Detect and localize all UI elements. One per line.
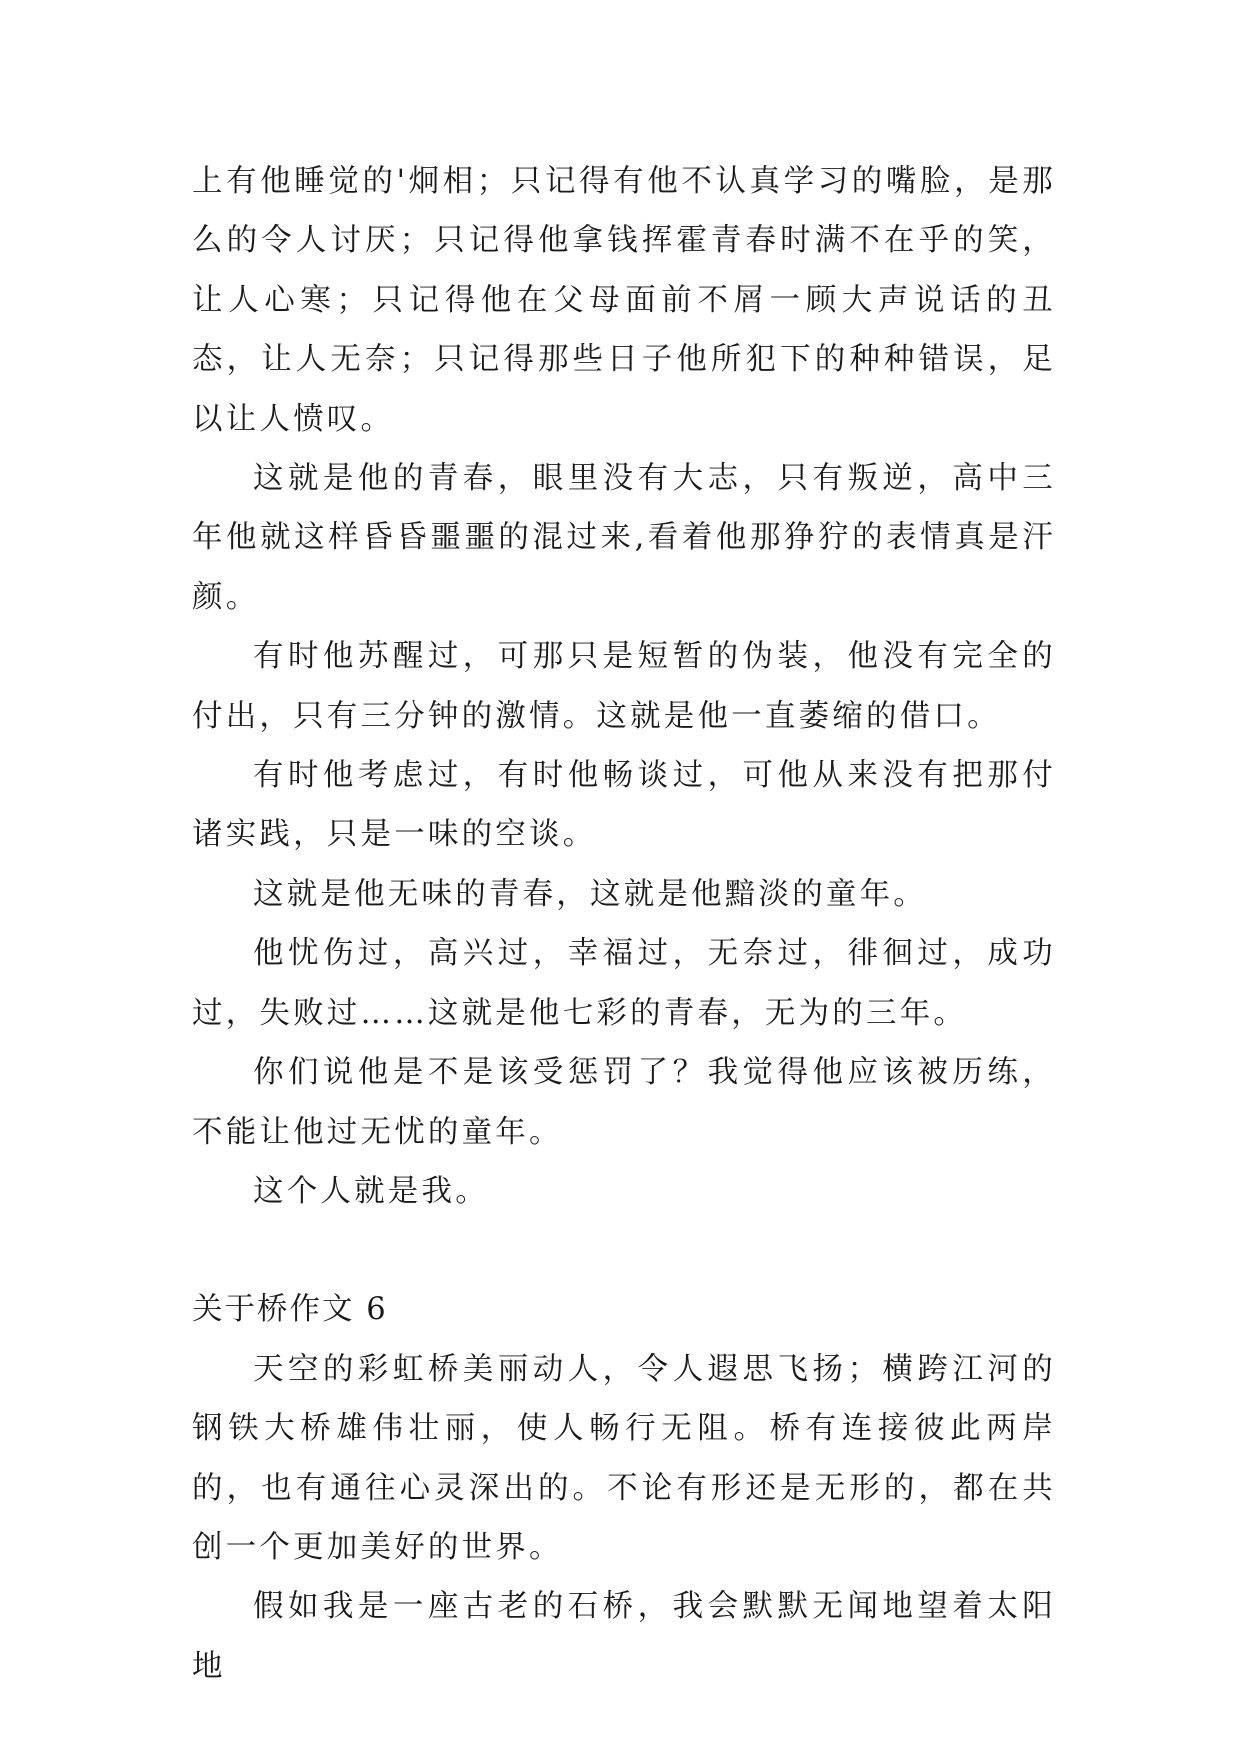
paragraph: 他忧伤过，高兴过，幸福过，无奈过，徘徊过，成功过，失败过……这就是他七彩的青春，无为的三年。 (192, 936, 1056, 1031)
paragraph: 你们说他是不是该受惩罚了？我觉得他应该被历练，不能让他过无忧的童年。 (192, 1055, 1056, 1150)
paragraph: 假如我是一座古老的石桥，我会默默无闻地望着太阳地 (192, 1589, 1056, 1684)
paragraph: 这就是他无味的青春，这就是他黯淡的童年。 (253, 876, 927, 912)
paragraph: 天空的彩虹桥美丽动人，令人遐思飞扬；横跨江河的钢铁大桥雄伟壮丽，使人畅行无阻。桥有连接彼此两岸的，也有通往心灵深出的。不论有形还是无形的，都在共创一个更加美好的世界。 (192, 1351, 1056, 1565)
section-title: 关于桥作文 6 (192, 1292, 388, 1328)
paragraph-continued: 上有他睡觉的'炯相；只记得有他不认真学习的嘴脸，是那么的令人讨厌；只记得他拿钱挥霍青春时满不在乎的笑，让人心寒；只记得他在父母面前不屑一顾大声说话的丑态，让人无奈；只记得那些日子他所犯下的种种错误，足以让人愤叹。 (192, 164, 1056, 437)
paragraph: 有时他考虑过，有时他畅谈过，可他从来没有把那付诸实践，只是一味的空谈。 (192, 758, 1056, 853)
paragraph: 这个人就是我。 (253, 1173, 489, 1209)
document-page (192, 152, 1056, 1696)
paragraph: 有时他苏醒过，可那只是短暂的伪装，他没有完全的付出，只有三分钟的激情。这就是他一直萎缩的借口。 (192, 639, 1056, 734)
paragraph: 这就是他的青春，眼里没有大志，只有叛逆，高中三年他就这样昏昏噩噩的混过来,看着他那狰狞的表情真是汗颜。 (192, 461, 1056, 615)
